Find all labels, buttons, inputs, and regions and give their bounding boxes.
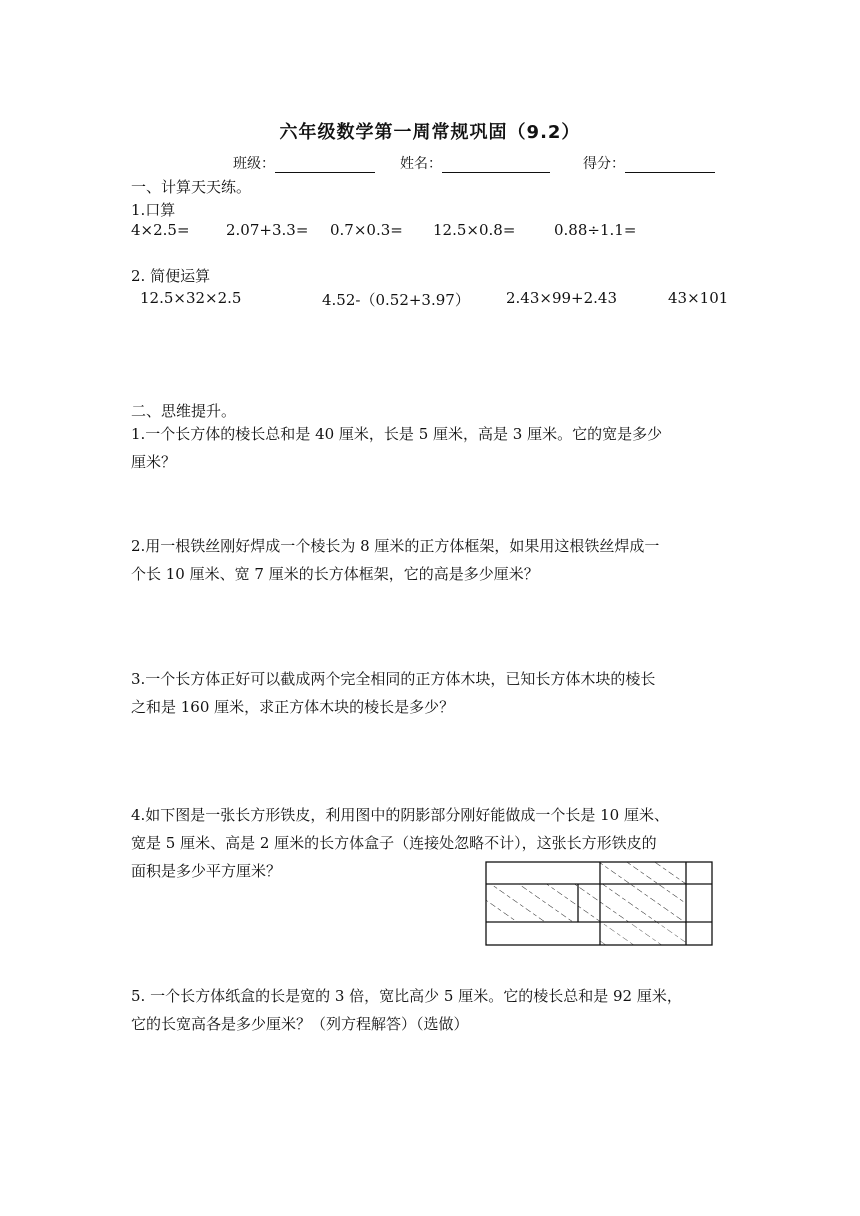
question-4-line: 宽是 5 厘米、高是 2 厘米的长方体盒子（连接处忽略不计），这张长方形铁皮的 (131, 834, 657, 852)
simplify-item: 2.43×99+2.43 (506, 289, 618, 307)
simplify-item: 43×101 (668, 289, 729, 307)
question-1-line: 厘米？ (131, 453, 177, 471)
question-4-line: 4.如下图是一张长方形铁皮，利用图中的阴影部分刚好能做成一个长是 10 厘米、 (131, 806, 669, 824)
question-3-line: 3.一个长方体正好可以截成两个完全相同的正方体木块，已知长方体木块的棱长 (131, 670, 656, 688)
class-field (233, 153, 375, 173)
oral-item: 4×2.5= (131, 221, 190, 239)
section2-heading: 二、思维提升。 (131, 402, 237, 420)
question-2-line: 2.用一根铁丝刚好焊成一个棱长为 8 厘米的正方体框架，如果用这根铁丝焊成一 (131, 537, 660, 555)
score-field (583, 153, 715, 173)
question-3-line: 之和是 160 厘米，求正方体木块的棱长是多少？ (131, 698, 455, 716)
name-blank[interactable] (442, 158, 550, 173)
section1-heading: 一、计算天天练。 (131, 178, 252, 196)
question-2-line: 个长 10 厘米、宽 7 厘米的长方体框架，它的高是多少厘米？ (131, 565, 539, 583)
question-5 (131, 982, 731, 1038)
oral-item: 2.07+3.3= (226, 221, 309, 239)
oral-heading: 1.口算 (131, 201, 176, 219)
question-1 (131, 420, 731, 476)
oral-item: 0.7×0.3= (330, 221, 403, 239)
page-title: 六年级数学第一周常规巩固（9.2） (279, 122, 581, 143)
shaded-middle-strip (486, 884, 686, 922)
student-info-row (0, 153, 860, 173)
oral-item: 0.88÷1.1= (554, 221, 637, 239)
oral-item: 12.5×0.8= (433, 221, 516, 239)
class-blank[interactable] (275, 158, 375, 173)
question-2 (131, 532, 731, 588)
class-label: 班级： (233, 156, 275, 172)
simplify-item: 12.5×32×2.5 (140, 289, 242, 307)
name-field (400, 153, 550, 173)
name-label: 姓名： (400, 156, 442, 172)
question-5-line: 它的长宽高各是多少厘米？（列方程解答）（选做） (131, 1015, 469, 1033)
question-4-line: 面积是多少平方厘米？ (131, 862, 282, 880)
score-label: 得分： (583, 156, 625, 172)
simplify-heading: 2. 简便运算 (131, 267, 211, 285)
shaded-top-face (600, 862, 686, 884)
score-blank[interactable] (625, 158, 715, 173)
shaded-bottom-face (600, 922, 686, 945)
question-5-line: 5. 一个长方体纸盒的长是宽的 3 倍，宽比高少 5 厘米。它的棱长总和是 92 厘米， (131, 987, 682, 1005)
question-3 (131, 665, 731, 721)
sheet-metal-diagram (484, 860, 714, 948)
question-1-line: 1.一个长方体的棱长总和是 40 厘米，长是 5 厘米，高是 3 厘米。它的宽是多少 (131, 425, 663, 443)
simplify-item: 4.52-（0.52+3.97） (322, 291, 470, 309)
